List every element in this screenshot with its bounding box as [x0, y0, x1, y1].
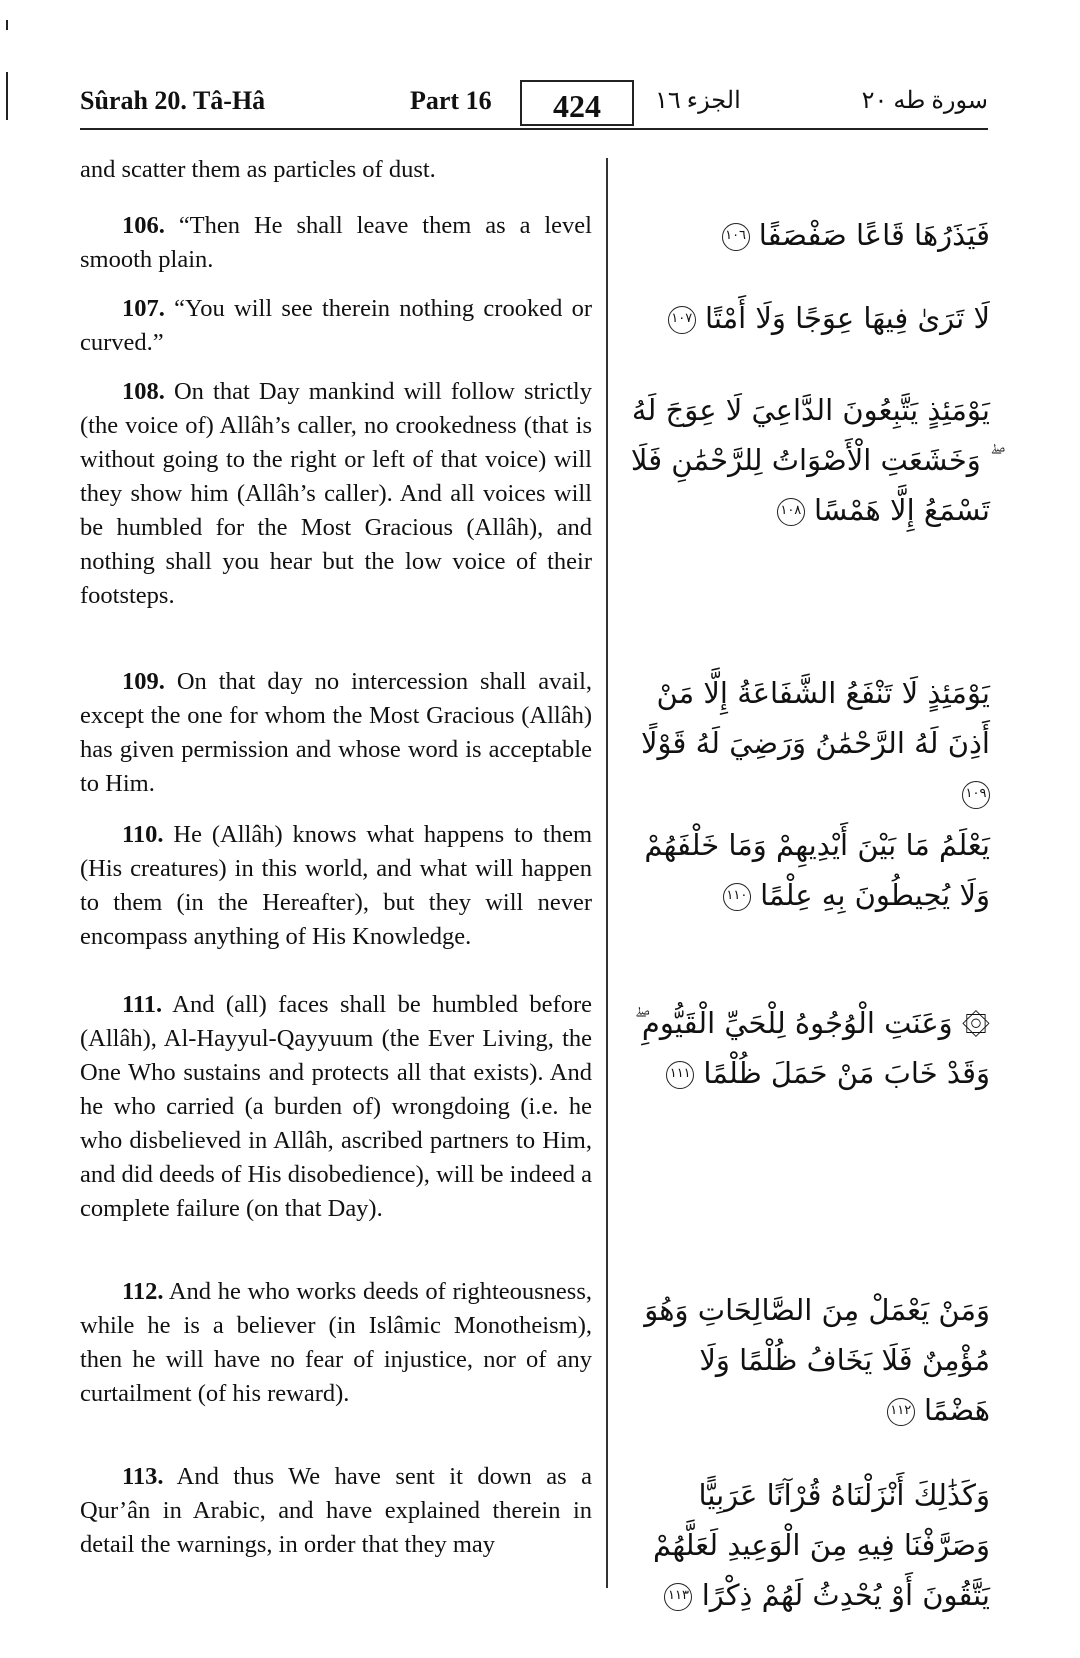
verse-number: 109. [122, 668, 165, 695]
margin-mark [6, 72, 8, 120]
arabic-text: فَيَذَرُهَا قَاعًا صَفْصَفًا [758, 218, 990, 252]
arabic-text: لَا تَرَىٰ فِيهَا عِوَجًا وَلَا أَمْتًا [705, 301, 990, 335]
verse-en-107 [80, 292, 592, 360]
verse-number: 108. [122, 378, 165, 405]
verse-text: On that day no intercession shall avail, except the one for whom the Most Gracious (Allâh) has given permission and whose word is acceptable to Him. [80, 668, 592, 797]
ayah-end-marker: ١١٠ [723, 883, 751, 911]
verse-en-105-cont [80, 153, 592, 187]
ayah-end-marker: ١٠٨ [777, 498, 805, 526]
verse-ar-107 [625, 293, 990, 343]
ayah-end-marker: ١٠٧ [668, 306, 696, 334]
verse-number: 111. [122, 991, 163, 1018]
page-number: 424 [520, 80, 634, 126]
verse-number: 113. [122, 1463, 164, 1490]
column-divider [606, 158, 608, 1588]
arabic-text: يَوْمَئِذٍ لَا تَنْفَعُ الشَّفَاعَةُ إِلَّا مَنْ أَذِنَ لَهُ الرَّحْمَٰنُ وَرَضِيَ لَهُ قَوْلًا [641, 676, 990, 760]
ayah-end-marker: ١٠٩ [962, 781, 990, 809]
ayah-end-marker: ١١٢ [887, 1398, 915, 1426]
surah-title-ar: سورة طه ٢٠ [861, 88, 988, 114]
verse-text: And he who works deeds of righteousness, while he is a believer (in Islâmic Monotheism), then he will have no fear of injustice, nor of any curtailment (of his reward). [80, 1278, 592, 1407]
verse-text: He (Allâh) knows what happens to them (His creatures) in this world, and what will happen to them (in the Hereafter), but they will never encompass anything of His Knowledge. [80, 821, 592, 950]
part-label-en: Part 16 [410, 86, 492, 115]
ayah-end-marker: ١٠٦ [722, 223, 750, 251]
verse-text: And (all) faces shall be humbled before (Allâh), Al-Hayyul-Qayyuum (the Ever Living, the One Who sustains and protects all that exists). And he who carried (a burden of) wrongdoing (i.e. he who disbelieved in Allâh, ascribed partners to Him, and did deeds of His disobedience), will be indeed a complete failure (on that Day). [80, 991, 593, 1222]
verse-number: 107. [122, 295, 165, 322]
verse-text: On that Day mankind will follow strictly (the voice of) Allâh’s caller, no crookedness (that is without going to the right or left of that voice) will they show him (Allâh’s caller). And all voices will be humbled for the Most Gracious (Allâh), and nothing shall you hear but the low voice of their footsteps. [80, 378, 592, 609]
verse-ar-110 [625, 820, 990, 920]
verse-en-109 [80, 665, 592, 801]
verse-en-112 [80, 1275, 592, 1411]
verse-number: 110. [122, 821, 164, 848]
margin-mark-top [6, 20, 8, 30]
verse-en-108 [80, 375, 592, 613]
verse-text: “You will see therein nothing crooked or curved.” [80, 295, 593, 356]
verse-number: 112. [122, 1278, 164, 1305]
part-label-ar: الجزء ١٦ [655, 88, 741, 114]
verse-ar-106 [625, 210, 990, 260]
verse-ar-108 [625, 385, 990, 535]
verse-ar-111 [625, 998, 990, 1098]
ayah-end-marker: ١١٣ [664, 1583, 692, 1611]
verse-ar-113 [625, 1470, 990, 1620]
verse-text: and scatter them as particles of dust. [80, 156, 436, 183]
verse-text: And thus We have sent it down as a Qur’ân in Arabic, and have explained therein in detail the warnings, in order that they may [80, 1463, 592, 1558]
arabic-text: يَعْلَمُ مَا بَيْنَ أَيْدِيهِمْ وَمَا خَلْفَهُمْ وَلَا يُحِيطُونَ بِهِ عِلْمًا [644, 828, 990, 912]
surah-title-en: Sûrah 20. Tâ-Hâ [80, 86, 266, 115]
verse-en-111 [80, 988, 592, 1226]
header-rule [80, 128, 988, 130]
arabic-text: وَمَنْ يَعْمَلْ مِنَ الصَّالِحَاتِ وَهُوَ مُؤْمِنٌ فَلَا يَخَافُ ظُلْمًا وَلَا هَضْمًا [644, 1293, 990, 1427]
verse-en-110 [80, 818, 592, 954]
ayah-end-marker: ١١١ [666, 1061, 694, 1089]
verse-en-113 [80, 1460, 592, 1562]
verse-number: 106. [122, 212, 165, 239]
page-header [80, 84, 988, 128]
arabic-text: يَوْمَئِذٍ يَتَّبِعُونَ الدَّاعِيَ لَا عِوَجَ لَهُ ۖ وَخَشَعَتِ الْأَصْوَاتُ لِلرَّحْمَٰنِ فَلَا تَسْمَعُ إِلَّا هَمْسًا [630, 393, 990, 527]
arabic-text: وَكَذَٰلِكَ أَنْزَلْنَاهُ قُرْآنًا عَرَبِيًّا وَصَرَّفْنَا فِيهِ مِنَ الْوَعِيدِ لَعَلَّهُمْ يَتَّقُونَ أَوْ يُحْدِثُ لَهُمْ ذِكْرًا [653, 1478, 990, 1612]
verse-ar-112 [625, 1285, 990, 1435]
verse-text: “Then He shall leave them as a level smooth plain. [80, 212, 592, 273]
verse-en-106 [80, 209, 592, 277]
verse-ar-109 [625, 668, 990, 818]
arabic-text: ۞ وَعَنَتِ الْوُجُوهُ لِلْحَيِّ الْقَيُّومِ ۖ وَقَدْ خَابَ مَنْ حَمَلَ ظُلْمًا [634, 1006, 990, 1090]
